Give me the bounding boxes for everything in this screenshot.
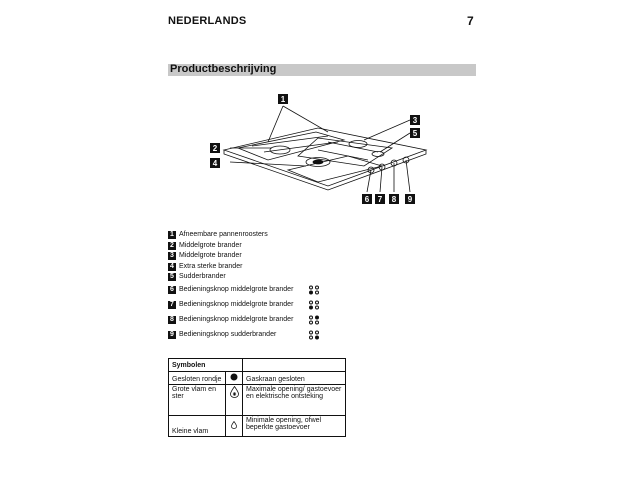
- legend-item: [168, 313, 368, 328]
- section-title: Productbeschrijving: [170, 63, 277, 75]
- table-row: [169, 372, 346, 385]
- table-row: [169, 385, 346, 416]
- knob-position-icon: [309, 300, 320, 309]
- callout-6: [362, 194, 372, 204]
- table-header-row: [169, 359, 346, 372]
- legend-number: 6: [168, 286, 176, 294]
- svg-text:1: 1: [280, 95, 286, 104]
- callout-4: [210, 158, 220, 168]
- svg-text:6: 6: [364, 195, 370, 204]
- legend-item: [168, 328, 368, 343]
- legend-text: Middelgrote brander: [179, 241, 242, 249]
- legend-item: [168, 230, 368, 240]
- header-language: NEDERLANDS: [168, 15, 247, 27]
- legend-number: 4: [168, 263, 176, 271]
- legend: [168, 230, 368, 343]
- legend-text: Bedieningsknop middelgrote brander: [179, 315, 294, 323]
- legend-item: [168, 272, 368, 282]
- svg-text:7: 7: [377, 195, 383, 204]
- legend-text: Afneembare pannenroosters: [179, 231, 268, 238]
- legend-number: 9: [168, 331, 176, 339]
- hob-diagram: [168, 90, 476, 210]
- legend-item: [168, 262, 368, 272]
- filled-circle-icon: [226, 372, 243, 385]
- legend-text: Extra sterke brander: [179, 262, 243, 270]
- legend-number: 8: [168, 316, 176, 324]
- symbol-description: Gaskraan gesloten: [243, 372, 346, 385]
- legend-number: 3: [168, 252, 176, 260]
- symbols-table: [168, 358, 346, 437]
- svg-text:9: 9: [407, 195, 413, 204]
- svg-text:8: 8: [391, 195, 397, 204]
- legend-number: 2: [168, 242, 176, 250]
- legend-text: Bedieningsknop middelgrote brander: [179, 285, 294, 293]
- legend-item: [168, 251, 368, 261]
- svg-text:5: 5: [412, 129, 418, 138]
- page-number: 7: [467, 14, 474, 28]
- legend-text: Bedieningsknop middelgrote brander: [179, 300, 294, 308]
- callout-8: [389, 194, 399, 204]
- legend-number: 1: [168, 231, 176, 239]
- symbol-name: Kleine vlam: [169, 416, 226, 437]
- table-row: [169, 416, 346, 437]
- symbol-name: Grote vlam en ster: [169, 385, 226, 416]
- symbol-description: Minimale opening, ofwel beperkte gastoevoer: [243, 416, 346, 437]
- symbol-name: Gesloten rondje: [169, 372, 226, 385]
- callout-5: [410, 128, 420, 138]
- callout-2: [210, 143, 220, 153]
- legend-number: 7: [168, 301, 176, 309]
- legend-item: [168, 298, 368, 313]
- callout-7: [375, 194, 385, 204]
- legend-text: Middelgrote brander: [179, 252, 242, 259]
- svg-text:4: 4: [212, 159, 218, 168]
- legend-item: [168, 241, 368, 251]
- svg-text:3: 3: [412, 116, 418, 125]
- legend-text: Sudderbrander: [179, 273, 226, 280]
- hob-front-edge: [224, 150, 426, 190]
- svg-text:2: 2: [212, 144, 218, 153]
- knob-position-icon: [309, 285, 320, 294]
- table-header: Symbolen: [169, 359, 243, 372]
- table-header-blank: [243, 359, 346, 372]
- callout-9: [405, 194, 415, 204]
- legend-item: [168, 283, 368, 298]
- symbol-description: Maximale opening/ gastoevoer en elektrische ontsteking: [243, 385, 346, 416]
- legend-text: Bedieningsknop sudderbrander: [179, 330, 277, 338]
- callout-3: [410, 115, 420, 125]
- legend-number: 5: [168, 273, 176, 281]
- section-bar: [168, 64, 476, 76]
- large-flame-star-icon: [226, 385, 243, 416]
- small-flame-icon: [226, 416, 243, 437]
- knob-position-icon: [309, 330, 320, 339]
- callout-1: [278, 94, 288, 104]
- knob-position-icon: [309, 315, 320, 324]
